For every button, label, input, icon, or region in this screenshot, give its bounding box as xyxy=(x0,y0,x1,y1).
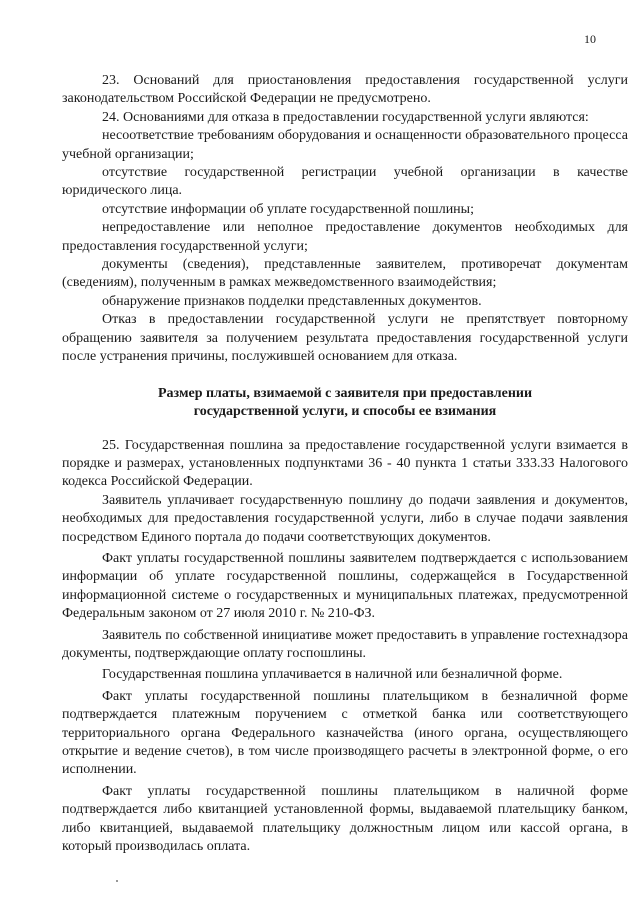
section-heading xyxy=(62,385,628,421)
page-number: 10 xyxy=(584,32,596,46)
refusal-ground-item: обнаружение признаков подделки представленных документов. xyxy=(102,293,482,309)
scan-speck xyxy=(116,880,118,882)
section-heading-line: государственной услуги, и способы ее взимания xyxy=(193,403,497,419)
own-initiative-paragraph: Заявитель по собственной инициативе может предоставить в управление гостехнадзора документы, подтверждающие оплату госпошлины. xyxy=(62,627,628,661)
refusal-ground-item: непредоставление или неполное предоставление документов необходимых для предоставления государственной услуги; xyxy=(62,220,628,254)
payment-form-paragraph: Государственная пошлина уплачивается в наличной или безналичной форме. xyxy=(102,667,563,683)
refusal-ground-item: документы (сведения), представленные заявителем, противоречат документам (сведениям), полученным в рамках межведомственного взаимодействия; xyxy=(62,257,628,291)
paragraph-25: 25. Государственная пошлина за предоставление государственной услуги взимается в порядке и размерах, установленных подпунктами 36 - 40 пункта 1 статьи 333.33 Налогового кодекса Российской Федерации. xyxy=(62,437,628,490)
refusal-ground-item: несоответствие требованиям оборудования и оснащенности образовательного процесса учебной организации; xyxy=(62,128,628,162)
refusal-ground-item: отсутствие информации об уплате государственной пошлины; xyxy=(102,201,474,217)
refusal-ground-item: отсутствие государственной регистрации учебной организации в качестве юридического лица. xyxy=(62,165,628,199)
refusal-note-paragraph: Отказ в предоставлении государственной услуги не препятствует повторному обращению заявителя за получением результата предоставления государственной услуги после устранения причины, послужившей основанием для отказа. xyxy=(62,312,628,365)
cash-payment-paragraph: Факт уплаты государственной пошлины плательщиком в наличной форме подтверждается либо квитанцией установленной формы, выдаваемой плательщику банком, либо квитанцией, выдаваемой плательщику должностным лицом или кассой органа, в который производилась оплата. xyxy=(62,783,628,855)
document-body xyxy=(62,72,628,856)
paragraph-24: 24. Основаниями для отказа в предоставлении государственной услуги являются: xyxy=(102,109,589,125)
payment-timing-paragraph: Заявитель уплачивает государственную пошлину до подачи заявления и документов, необходимых для предоставления государственной услуги, либо в случае подачи заявления посредством Единого портала до подачи соответствующих документов. xyxy=(62,492,628,545)
paragraph-23: 23. Оснований для приостановления предоставления государственной услуги законодательством Российской Федерации не предусмотрено. xyxy=(62,73,628,107)
section-heading-line: Размер платы, взимаемой с заявителя при предоставлении xyxy=(157,385,533,401)
payment-confirmation-paragraph: Факт уплаты государственной пошлины заявителем подтверждается с использованием информации об уплате государственной пошлины, содержащейся в Государственной информационной системе о государственных и муниципальных платежах, предусмотренной Федеральным законом от 27 июля 2010 г. № 210-ФЗ. xyxy=(62,550,628,622)
cashless-payment-paragraph: Факт уплаты государственной пошлины плательщиком в безналичной форме подтверждается платежным поручением с отметкой банка или соответствующего территориального органа Федерального казначейства (иного органа, осуществляющего открытие и ведение счетов), в том числе производящего расчеты в электронной форме, о его исполнении. xyxy=(62,688,628,778)
